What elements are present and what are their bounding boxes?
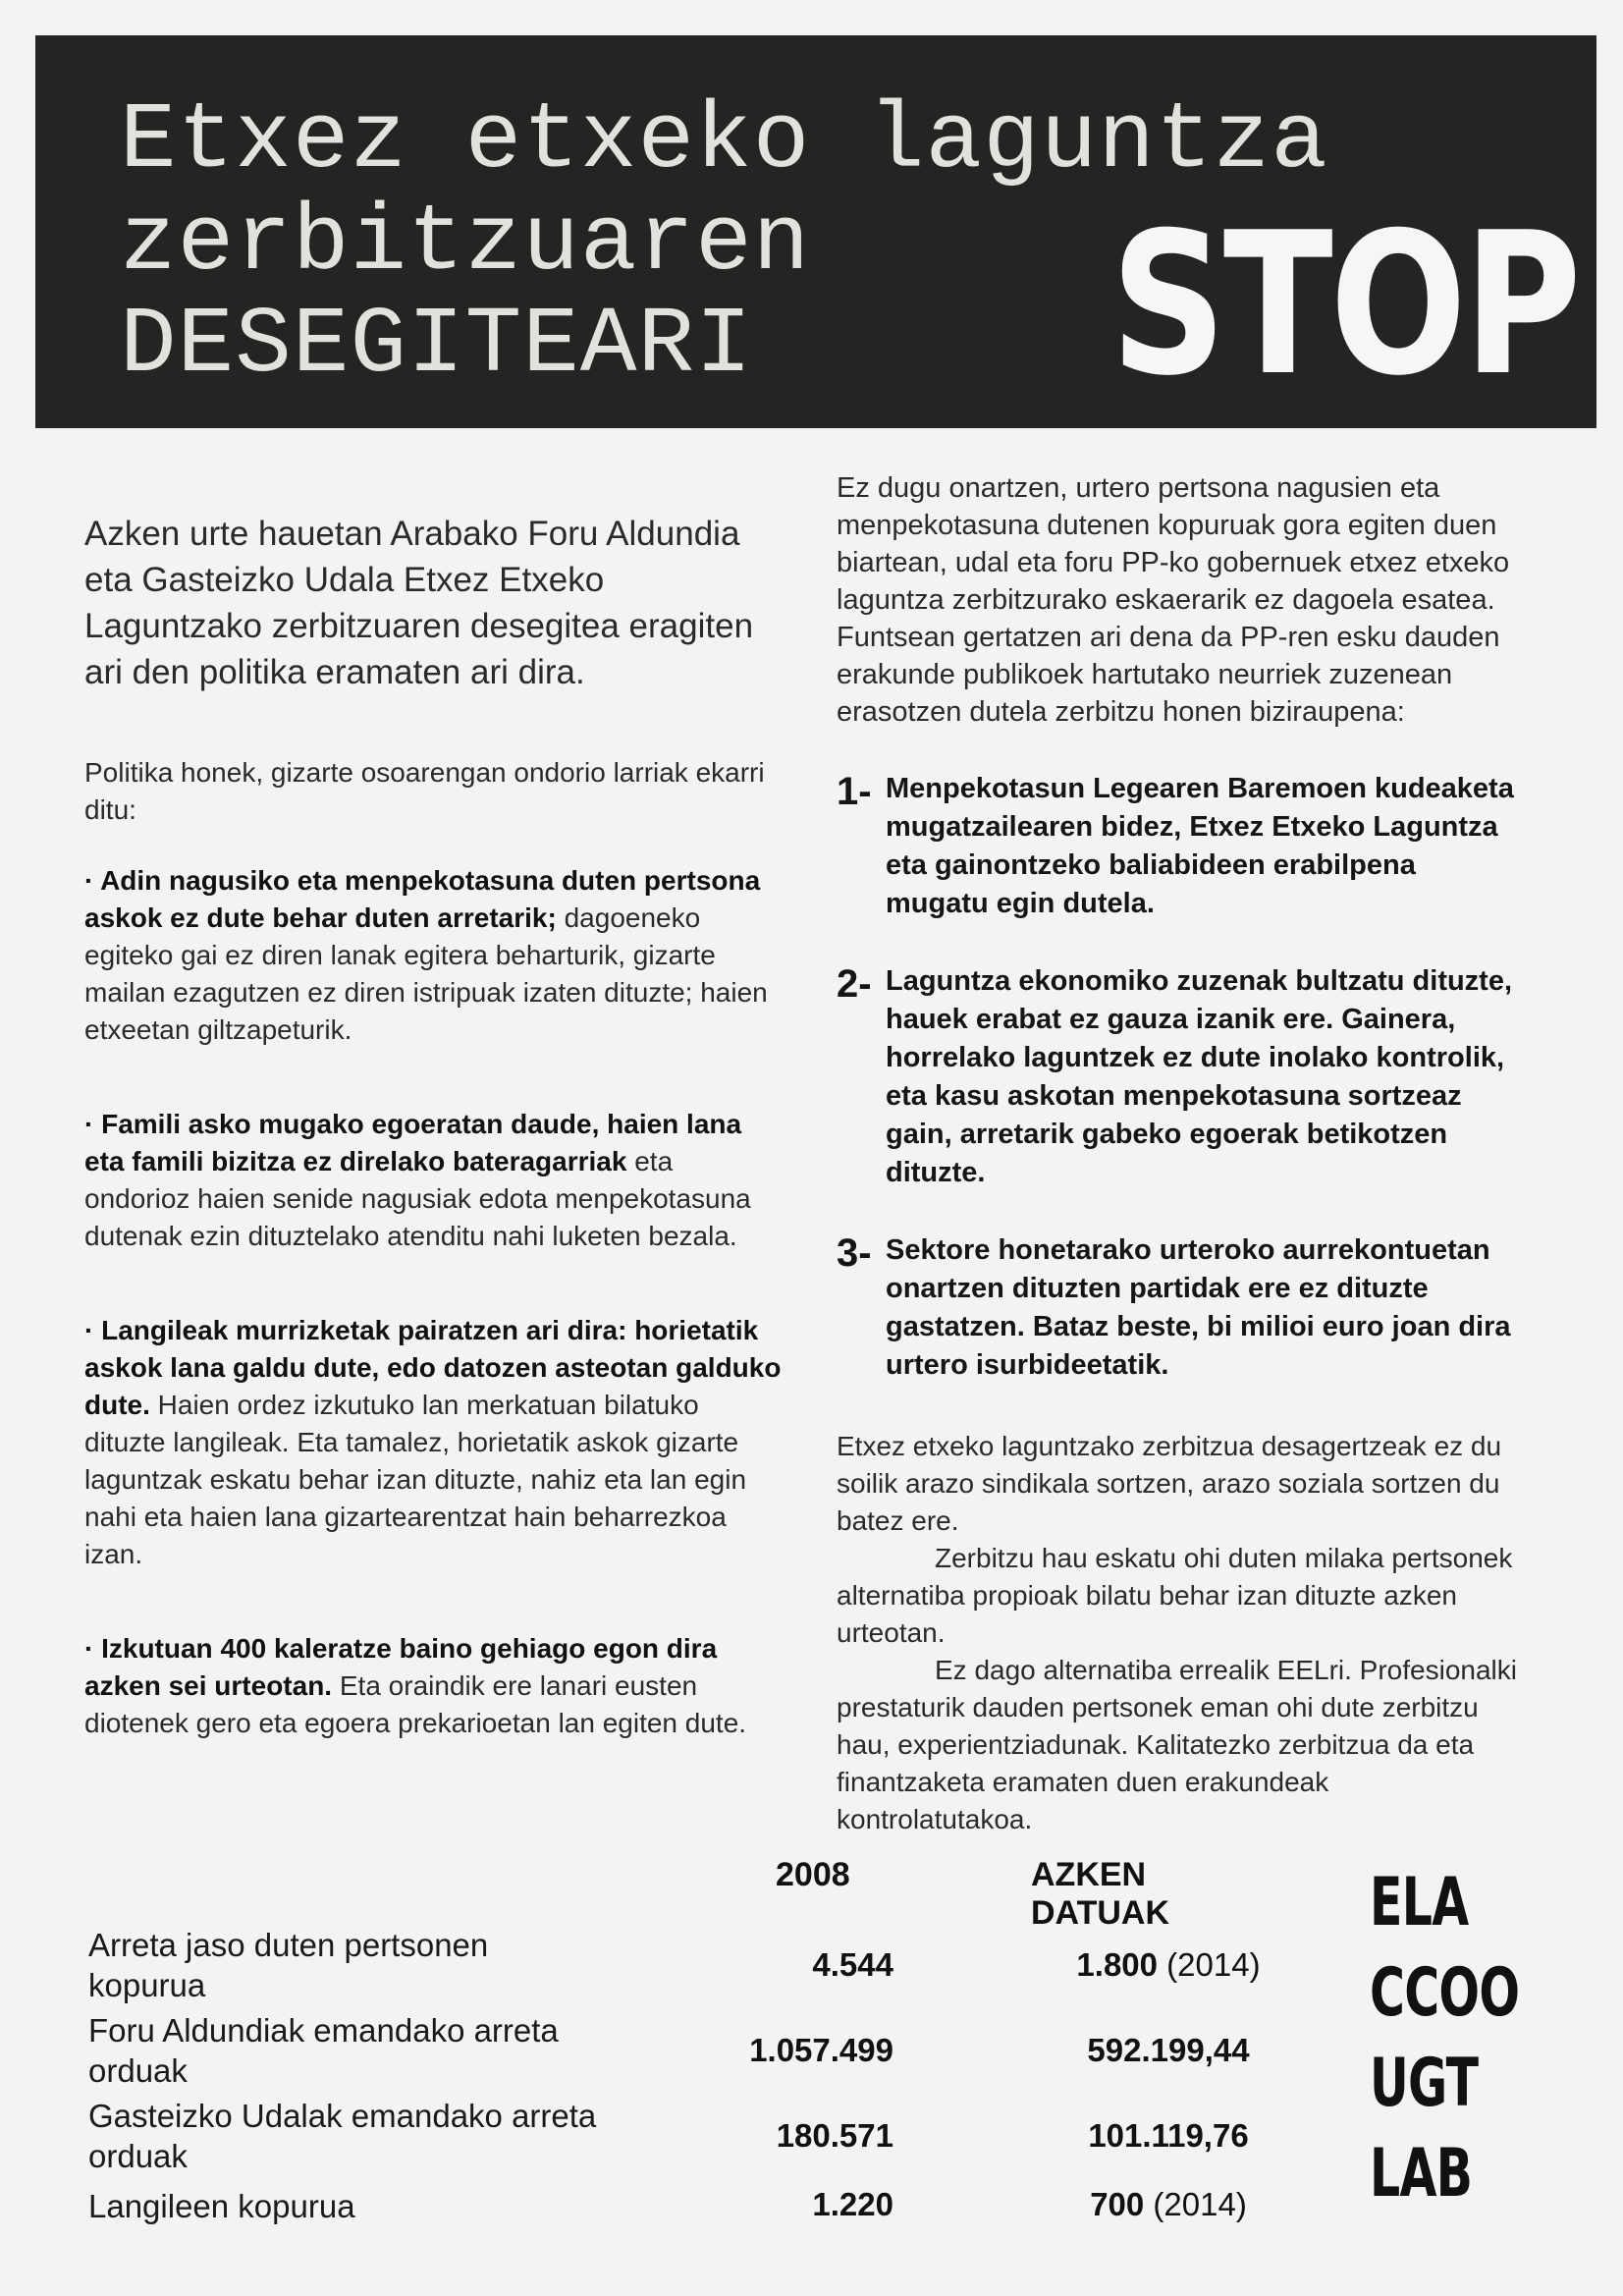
- bullet-1-bold: · Adin nagusiko eta menpekotasuna duten pertsona askok ez dute behar duten arretarik;: [84, 865, 761, 933]
- stop-word: STOP: [1110, 191, 1579, 419]
- row-value-2008: 4.544: [812, 1946, 893, 1983]
- point-3-text: Sektore honetarako urteroko aurrekontuetan onartzen dituzten partidak ere ez dituzte gastatzen. Bataz beste, bi milioi euro joan dira urtero isurbideetatik.: [886, 1234, 1511, 1381]
- point-2-number: 2-: [837, 962, 872, 1006]
- point-2-text: Laguntza ekonomiko zuzenak bultzatu dituzte, hauek erabat ez gauza izanik ere. Gainera, horrelako laguntzek ez dute inolako kontrolik, eta kasu askotan menpekotasuna sortzeaz gain, arretarik gabeko egoerak betikotzen dituzte.: [886, 965, 1513, 1188]
- latest-number: 700: [1090, 2186, 1145, 2222]
- bullet-4-bold: · Izkutuan 400 kaleratze baino gehiago egon dira azken sei urteotan.: [84, 1633, 718, 1701]
- bullet-3: [84, 1312, 782, 1573]
- point-1-text: Menpekotasun Legearen Baremoen kudeaketa mugatzailearen bidez, Etxez Etxeko Laguntza eta gainontzeko baliabideen erabilpena mugatu egin dutela.: [886, 773, 1514, 919]
- row-value-latest: [962, 2186, 1375, 2223]
- latest-year: (2014): [1144, 2186, 1247, 2222]
- latest-number: 1.800: [1076, 1946, 1159, 1983]
- union-ugt: UGT: [1370, 2045, 1479, 2122]
- union-ccoo: CCOO: [1370, 1954, 1520, 2032]
- bullet-3-bold: · Langileak murrizketak pairatzen ari dira: horietatik askok lana galdu dute, edo datozen asteotan galduko dute.: [84, 1315, 782, 1420]
- bullet-2-text: eta ondorioz haien senide nagusiak edota menpekotasuna dutenak ezin dituztelako atenditu nahi luketen bezala.: [84, 1146, 751, 1251]
- bullet-1-text: dagoeneko egiteko gai ez diren lanak egitera beharturik, gizarte mailan ezagutzen ez diren istripuak izaten dituzte; haien etxeetan giltzapeturik.: [84, 902, 768, 1045]
- row-label: Gasteizko Udalak emandako arreta orduak: [88, 2098, 597, 2174]
- bullet-2-bold: · Famili asko mugako egoeratan daude, haien lana eta famili bizitza ez direlako bateragarriak: [84, 1109, 742, 1176]
- right-intro: Ez dugu onartzen, urtero pertsona nagusien eta menpekotasuna dutenen kopuruak gora egiten duen biartean, udal eta foru PP-ko gobernuek etxez etxeko laguntza zerbitzurako eskaerarik ez dagoela esatea. Funtsean gertatzen ari dena da PP-ren esku dauden erakunde publikoek hartutako neurriek zuzenean erasotzen dutela zerbitzu honen biziraupena:: [837, 472, 1510, 728]
- row-label: Foru Aldundiak emandako arreta orduak: [88, 2012, 559, 2089]
- row-value-2008: 1.057.499: [749, 2032, 893, 2068]
- row-value-2008: 1.220: [812, 2186, 893, 2222]
- header-banner: [35, 35, 1596, 428]
- row-value-latest: [962, 2032, 1375, 2069]
- consequences-text: Politika honek, gizarte osoarengan ondorio larriak ekarri ditu:: [84, 757, 765, 825]
- bullet-4-text: Eta oraindik ere lanari eusten diotenek gero eta egoera prekarioetan lan egiten dute.: [84, 1670, 747, 1738]
- row-label: Langileen kopurua: [88, 2188, 355, 2224]
- left-column: [84, 511, 782, 1742]
- point-1: [837, 770, 1524, 923]
- row-value-2008: 180.571: [776, 2117, 893, 2154]
- title-line-1: Etxez etxeko laguntza: [120, 87, 1328, 194]
- left-intro: Azken urte hauetan Arabako Foru Aldundia eta Gasteizko Udala Etxez Etxeko Laguntzako zerbitzuaren desegitea eragiten ari den politika eramaten ari dira.: [84, 515, 754, 691]
- right-paragraph-1: Etxez etxeko laguntzako zerbitzua desagertzeak ez du soilik arazo sindikala sortzen, arazo soziala sortzen du batez ere.: [837, 1431, 1502, 1536]
- right-paragraph-3: Ez dago alternatiba errealik EELri. Profesionalki prestaturik dauden pertsonek eman ohi dute zerbitzu hau, experientziadunak. Kalitatezko zerbitzua da eta finantzaketa eramaten duen erakundeak kontrolatutakoa.: [837, 1655, 1517, 1834]
- bullet-3-text: Haien ordez izkutuko lan merkatuan bilatuko dituzte langileak. Eta tamalez, horietatik askok gizarte laguntzak eskatu behar izan dituzte, nahiz eta lan egin nahi eta haien lana gizartearentzat hain beharrezkoa izan.: [84, 1390, 747, 1569]
- right-column: [837, 469, 1524, 1838]
- title-line-3: DESEGITEARI: [120, 292, 753, 399]
- latest-number: 101.119,76: [1088, 2117, 1249, 2154]
- header-2008: 2008: [776, 1856, 850, 1893]
- header-azken-datuak: AZKEN DATUAK: [1031, 1856, 1170, 1932]
- point-3-number: 3-: [837, 1231, 872, 1275]
- bullet-1: [84, 862, 782, 1049]
- point-1-number: 1-: [837, 770, 872, 813]
- right-paragraph-2: Zerbitzu hau eskatu ohi duten milaka pertsonek alternatiba propioak bilatu behar izan dituzte azken urteotan.: [837, 1543, 1513, 1648]
- latest-year: (2014): [1158, 1946, 1261, 1983]
- row-value-latest: [962, 2117, 1375, 2155]
- latest-number: 592.199,44: [1087, 2032, 1250, 2068]
- bullet-4: [84, 1630, 782, 1742]
- title-line-2: zerbitzuaren: [120, 190, 811, 297]
- bullet-2: [84, 1106, 782, 1255]
- union-lab: LAB: [1370, 2135, 1473, 2213]
- union-ela: ELA: [1370, 1864, 1469, 1941]
- row-label: Arreta jaso duten pertsonen kopurua: [88, 1927, 489, 2003]
- point-3: [837, 1231, 1524, 1385]
- row-value-latest: [962, 1946, 1375, 1984]
- point-2: [837, 962, 1524, 1192]
